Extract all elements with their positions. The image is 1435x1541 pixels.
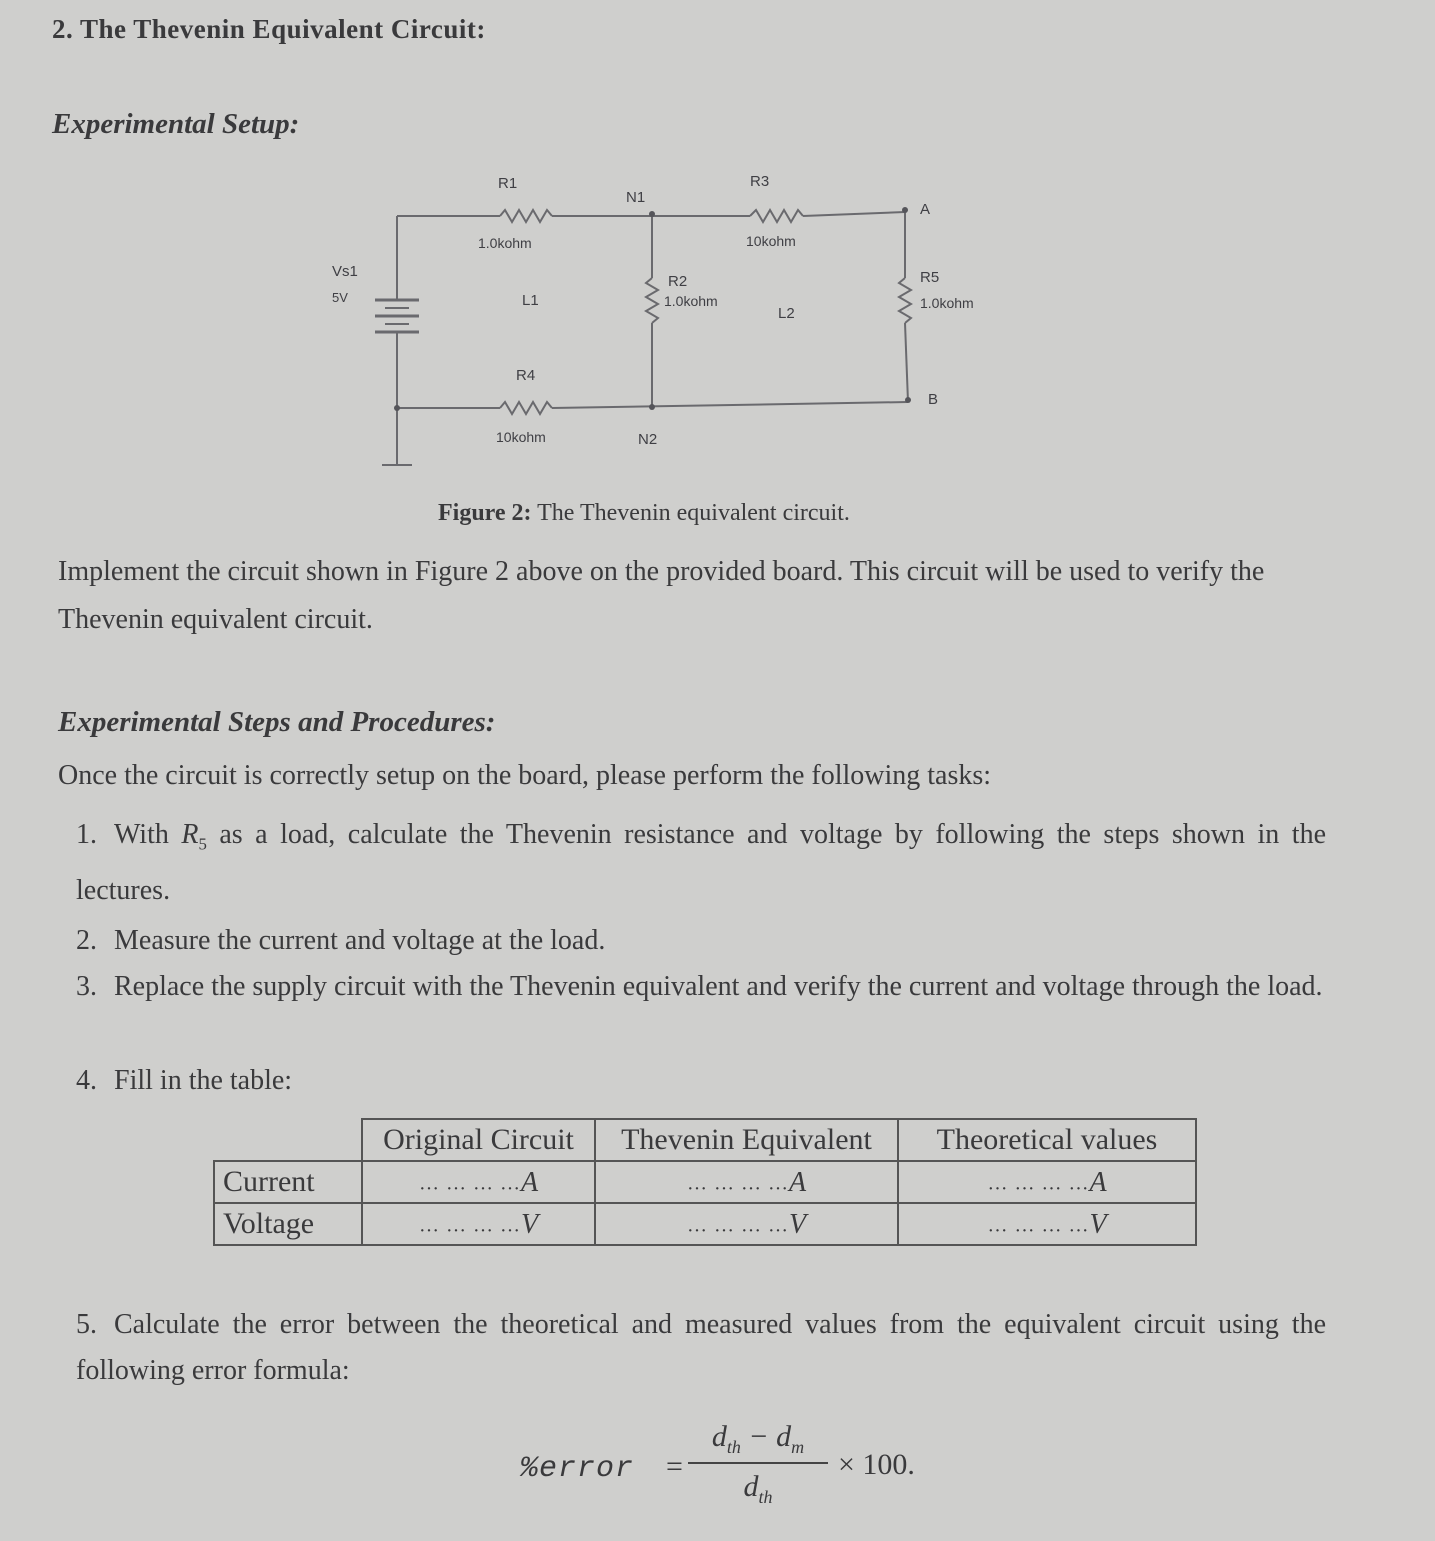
formula-lhs: %error [520,1452,635,1486]
den-d: d [743,1470,759,1503]
blank-line: … … … … [987,1172,1090,1195]
num-sub1: th [726,1437,741,1457]
node-n1: N1 [626,189,646,206]
header-thevenin-equivalent: Thevenin Equivalent [595,1119,898,1161]
step-3 [76,964,1326,1010]
section-heading: 2. The Thevenin Equivalent Circuit: [52,14,486,44]
blank-line: … … … … [686,1172,789,1195]
step-4 [76,1058,1326,1104]
step-3-text: Replace the supply circuit with the Thevenin equivalent and verify the current and voltage through the load. [114,971,1323,1002]
intro-paragraph: Implement the circuit shown in Figure 2 above on the provided board. This circuit will be used to verify the Thevenin equivalent circuit. [58,556,1265,635]
num-d1: d [711,1420,727,1453]
r3-value: 10kohm [746,233,796,249]
blank-line: … … … … [987,1214,1090,1237]
error-formula [520,1420,980,1520]
step-1-pre: With [114,819,182,850]
r2-resistor-symbol [646,278,658,323]
r1-value: 1.0kohm [478,235,532,251]
r4-resistor-symbol [500,402,552,414]
formula-fraction [688,1420,828,1508]
cell-current-theoretical[interactable] [898,1161,1196,1203]
blank-line: … … … … [418,1214,521,1237]
unit-label: V [520,1209,539,1240]
r3-name: R3 [750,173,770,190]
step-5-text: Calculate the error between the theoretical and measured values from the equivalent circuit using the following error formula: [76,1309,1326,1386]
unit-label: A [788,1167,807,1198]
steps-heading: Experimental Steps and Procedures: [58,706,496,738]
num-d2: d [776,1420,792,1453]
header-theoretical-values: Theoretical values [898,1119,1196,1161]
r1-name: R1 [498,175,518,192]
vs-name: Vs1 [332,263,358,280]
unit-label: A [520,1167,539,1198]
r3-resistor-symbol [750,210,803,222]
step-5-number: 5. [76,1309,97,1340]
figure-label: Figure 2: [438,500,532,526]
loop-l1: L1 [522,292,539,309]
table-header-row [214,1119,1196,1161]
step-1-number: 1. [76,819,97,850]
table-corner [214,1119,362,1161]
step-4-text: Fill in the table: [114,1065,293,1096]
step-1-sub: 5 [198,834,207,854]
step-5 [76,1302,1326,1394]
formula-denominator [688,1464,828,1508]
cell-current-thevenin[interactable] [595,1161,898,1203]
step-2-text: Measure the current and voltage at the load. [114,925,606,956]
unit-label: V [1089,1209,1107,1240]
r4-value: 10kohm [496,429,546,445]
figure-caption-text: The Thevenin equivalent circuit. [531,500,850,526]
vs-value: 5V [332,290,348,305]
formula-times-100: × 100. [838,1448,915,1481]
cell-voltage-theoretical[interactable] [898,1203,1196,1245]
node-a: A [920,201,931,218]
results-table [213,1118,1197,1246]
header-original-circuit: Original Circuit [362,1119,595,1161]
steps-intro: Once the circuit is correctly setup on the board, please perform the following tasks: [58,760,992,791]
step-4-number: 4. [76,1065,97,1096]
r5-resistor-symbol [899,278,911,323]
r4-name: R4 [516,367,536,384]
node-b: B [928,391,939,408]
cell-current-original[interactable] [362,1161,595,1203]
formula-numerator [688,1420,828,1464]
cell-voltage-original[interactable] [362,1203,595,1245]
setup-heading: Experimental Setup: [52,108,300,140]
step-1-text: as a load, calculate the Thevenin resistance and voltage by following the steps shown in the lectures. [76,819,1326,906]
table-row [214,1161,1196,1203]
num-minus: − [740,1420,777,1453]
table-row [214,1203,1196,1245]
den-sub: th [758,1487,773,1507]
cell-voltage-thevenin[interactable] [595,1203,898,1245]
blank-line: … … … … [418,1172,521,1195]
step-3-number: 3. [76,971,97,1002]
r2-value: 1.0kohm [664,293,718,309]
r2-name: R2 [668,273,688,290]
circuit-diagram [300,160,1060,500]
step-2 [76,918,1326,964]
step-1-var: R [181,819,199,850]
unit-label: A [1089,1167,1107,1198]
r1-resistor-symbol [500,210,552,222]
blank-line: … … … … [686,1214,789,1237]
row-label-voltage: Voltage [214,1203,362,1245]
loop-l2: L2 [778,305,795,322]
num-sub2: m [791,1437,805,1457]
formula-equals: = [666,1450,683,1483]
step-2-number: 2. [76,925,97,956]
row-label-current: Current [214,1161,362,1203]
unit-label: V [788,1209,807,1240]
node-n2: N2 [638,431,658,448]
r5-name: R5 [920,269,940,286]
step-1 [76,812,1326,914]
figure-caption [438,500,850,527]
r5-value: 1.0kohm [920,295,974,311]
